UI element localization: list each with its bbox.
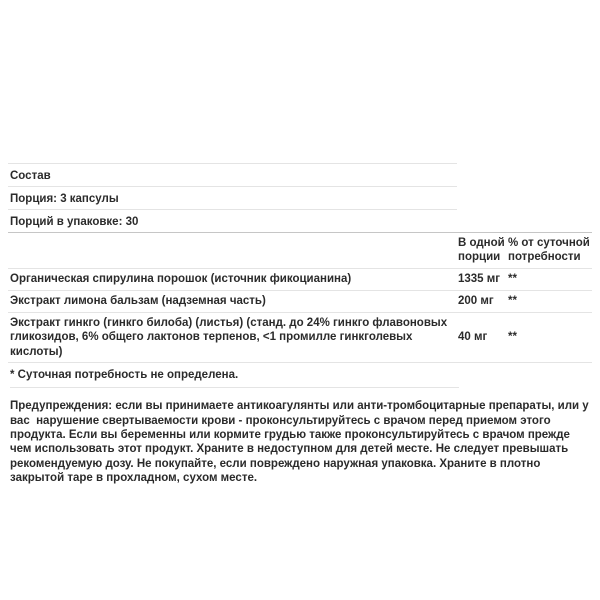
composition-title: Состав [10,170,51,182]
ingredient-column-header [8,247,458,253]
serving-size-row [8,186,457,209]
ingredient-name: Органическая спирулина порошок (источник фикоцианина) [10,273,352,286]
daily-value-footnote [8,362,592,393]
ingredient-row [8,312,592,362]
ingredient-daily-value: ** [508,273,517,286]
daily-value-footnote-text: * Суточная потребность не определена. [10,368,239,381]
daily-value-column-header: % от суточной потребности [508,237,590,264]
ingredient-daily-value: ** [508,295,517,308]
ingredient-amount: 40 мг [458,331,488,344]
ingredient-name: Экстракт гинкго (гинкго билоба) (листья) (станд. до 24% гинкго флавоновых гликозидов, 6% общего лактонов терпенов, <1 промилле гинкголевых кислоты) [10,316,448,358]
amount-column-header: В одной порции [458,237,505,264]
ingredient-row [8,268,592,290]
servings-per-container-row [8,209,457,232]
warnings-paragraph: Предупреждения: если вы принимаете антикоагулянты или анти-тромбоцитарные препараты, или у вас нарушение свертываемости крови - проконсультируйтесь с врачом перед приемом этого продукта. Если вы беременны или кормите грудью также проконсультируйтесь с врачом прежде чем использовать этот продукт. Храните в недоступном для детей месте. Не следует превышать рекомендуемую дозу. Не покупайте, если повреждено наружная упаковка. Храните в плотно закрытой таре в прохладном, сухом месте. [10,400,592,485]
supplement-facts-panel [8,163,592,486]
facts-table [8,232,592,362]
ingredient-name: Экстракт лимона бальзам (надземная часть) [10,295,266,308]
serving-size-text: Порция: 3 капсулы [10,193,119,205]
facts-header-row [8,233,592,268]
ingredient-amount: 200 мг [458,295,494,308]
ingredient-amount: 1335 мг [458,273,501,286]
ingredient-row [8,290,592,312]
footnote-divider [10,386,459,388]
ingredient-daily-value: ** [508,331,517,344]
composition-title-row [8,163,457,186]
servings-per-container-text: Порций в упаковке: 30 [10,216,139,228]
